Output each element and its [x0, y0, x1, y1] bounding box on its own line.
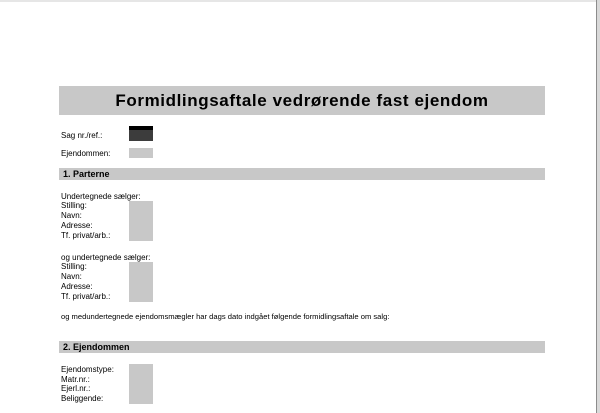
seller2-navn-label: Navn: [61, 272, 82, 281]
beliggende-label: Beliggende: [61, 394, 104, 403]
seller1-navn-label: Navn: [61, 211, 82, 220]
seller1-fields-box[interactable] [129, 201, 153, 241]
section-ejendommen-heading: 2. Ejendommen [63, 342, 130, 352]
property-fields-box[interactable] [129, 364, 153, 404]
seller2-fields-box[interactable] [129, 262, 153, 302]
section-parterne [59, 168, 545, 180]
seller2-phone-label: Tf. privat/arb.: [61, 292, 111, 301]
seller1-phone-label: Tf. privat/arb.: [61, 231, 111, 240]
seller1-label: Undertegnede sælger: [61, 192, 141, 201]
ref-label: Sag nr./ref.: [61, 131, 103, 140]
seller2-stilling-label: Stilling: [61, 262, 87, 271]
property-label: Ejendommen: [61, 149, 111, 158]
document-title: Formidlingsaftale vedrørende fast ejendom [115, 90, 489, 110]
property-field[interactable] [129, 148, 153, 158]
section-ejendommen [59, 341, 545, 353]
ejendomstype-label: Ejendomstype: [61, 365, 114, 374]
seller1-adresse-label: Adresse: [61, 221, 93, 230]
vertical-scrollbar[interactable] [596, 0, 600, 413]
seller1-stilling-label: Stilling: [61, 201, 87, 210]
agreement-text: og medundertegnede ejendomsmægler har dags dato indgået følgende formidlingsaftale om salg: [61, 312, 390, 321]
seller2-label: og undertegnede sælger: [61, 253, 151, 262]
ejerlnr-label: Ejerl.nr.: [61, 384, 91, 393]
ref-field[interactable] [129, 130, 153, 141]
matrnr-label: Matr.nr.: [61, 375, 90, 384]
section-parterne-heading: 1. Parterne [63, 169, 110, 179]
seller2-adresse-label: Adresse: [61, 282, 93, 291]
title-banner [59, 86, 545, 115]
